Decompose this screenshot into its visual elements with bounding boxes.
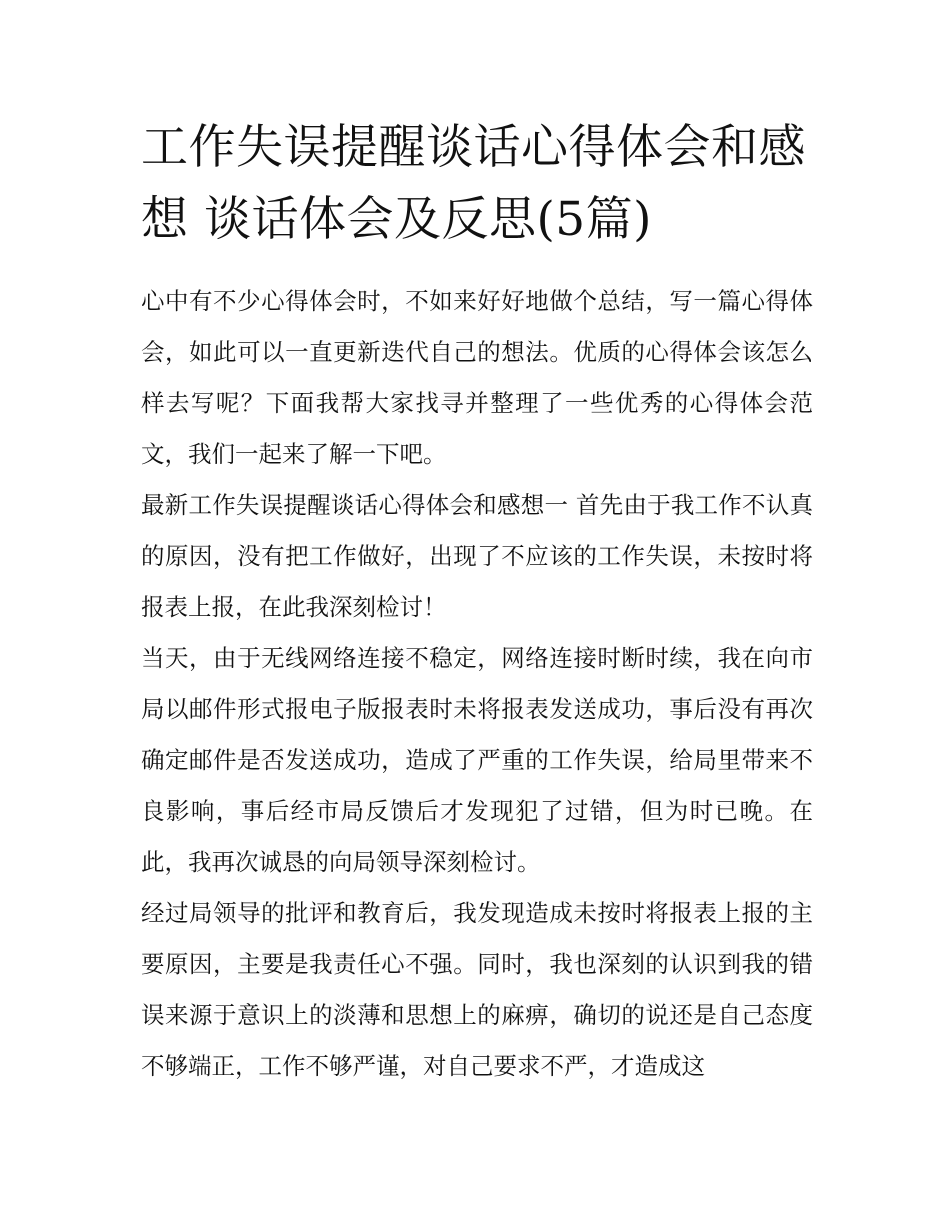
document-title: 工作失误提醒谈话心得体会和感想 谈话体会及反思(5篇) [141,120,806,247]
document-body [141,112,813,1092]
paragraph-1: 最新工作失误提醒谈话心得体会和感想一 首先由于我工作不认真的原因，没有把工作做好，出现了不应该的工作失误，未按时将报表上报，在此我深刻检讨！ [141,491,813,621]
paragraph-3: 经过局领导的批评和教育后，我发现造成未按时将报表上报的主要原因，主要是我责任心不强。同时，我也深刻的认识到我的错误来源于意识上的淡薄和思想上的麻痹，确切的说还是自己态度不够端正，工作不够严谨，对自己要求不严，才造成这 [141,899,813,1080]
paragraph-2: 当天，由于无线网络连接不稳定，网络连接时断时续，我在向市局以邮件形式报电子版报表时未将报表发送成功，事后没有再次确定邮件是否发送成功，造成了严重的工作失误，给局里带来不良影响，事后经市局反馈后才发现犯了过错，但为时已晚。在此，我再次诚恳的向局领导深刻检讨。 [141,644,813,876]
paragraph-intro: 心中有不少心得体会时，不如来好好地做个总结，写一篇心得体会，如此可以一直更新迭代自己的想法。优质的心得体会该怎么样去写呢？下面我帮大家找寻并整理了一些优秀的心得体会范文，我们一起来了解一下吧。 [141,287,813,468]
